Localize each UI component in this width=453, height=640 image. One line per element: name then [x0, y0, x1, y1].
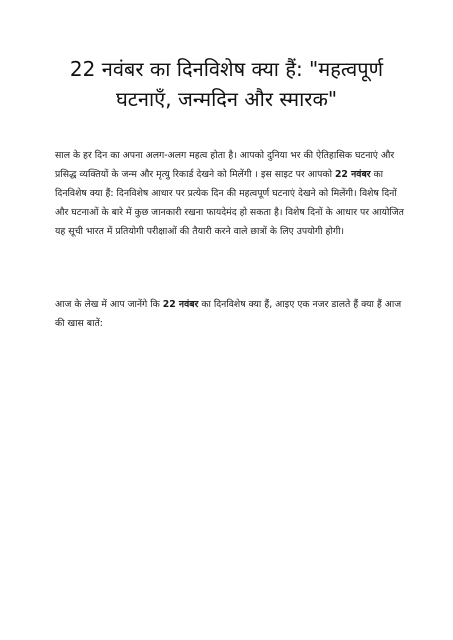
intro-date-highlight: 22 नवंबर — [334, 169, 371, 180]
lead-in-text-part-2: का दिनविशेष क्या हैं, आइए एक नजर डालते हैं क्या हैं आज की खास बातें: — [55, 299, 402, 329]
intro-paragraph — [55, 146, 410, 241]
lead-in-date-highlight: 22 नवंबर — [162, 299, 199, 310]
page-title: 22 नवंबर का दिनविशेष क्या हैं: "महत्वपूर्ण घटनाएँ, जन्मदिन और स्मारक" — [69, 57, 384, 111]
intro-text-part-1: साल के हर दिन का अपना अलग-अलग महत्व होता है। आपको दुनिया भर की ऐतिहासिक घटनाएं और प्रसिद्ध व्यक्तियों के जन्म और मृत्यु रिकार्ड देखने को मिलेंगी । इस साइट पर आपको — [55, 150, 395, 180]
lead-in-text-part-1: आज के लेख में आप जानेंगे कि — [55, 299, 163, 310]
intro-text-part-2: का दिनविशेष क्या हैं: दिनविशेष आधार पर प्रत्येक दिन की महत्वपूर्ण घटनाएं देखने को मिलेंगी। विशेष दिनों और घटनाओं के बारे में कुछ जानकारी रखना फायदेमंद हो सकता है। विशेष दिनों के आधार पर आयोजित यह सूची भारत में प्रतियोगी परीक्षाओं की तैयारी करने वाले छात्रों के लिए उपयोगी होगी। — [55, 169, 404, 237]
lead-in-paragraph — [55, 295, 410, 333]
